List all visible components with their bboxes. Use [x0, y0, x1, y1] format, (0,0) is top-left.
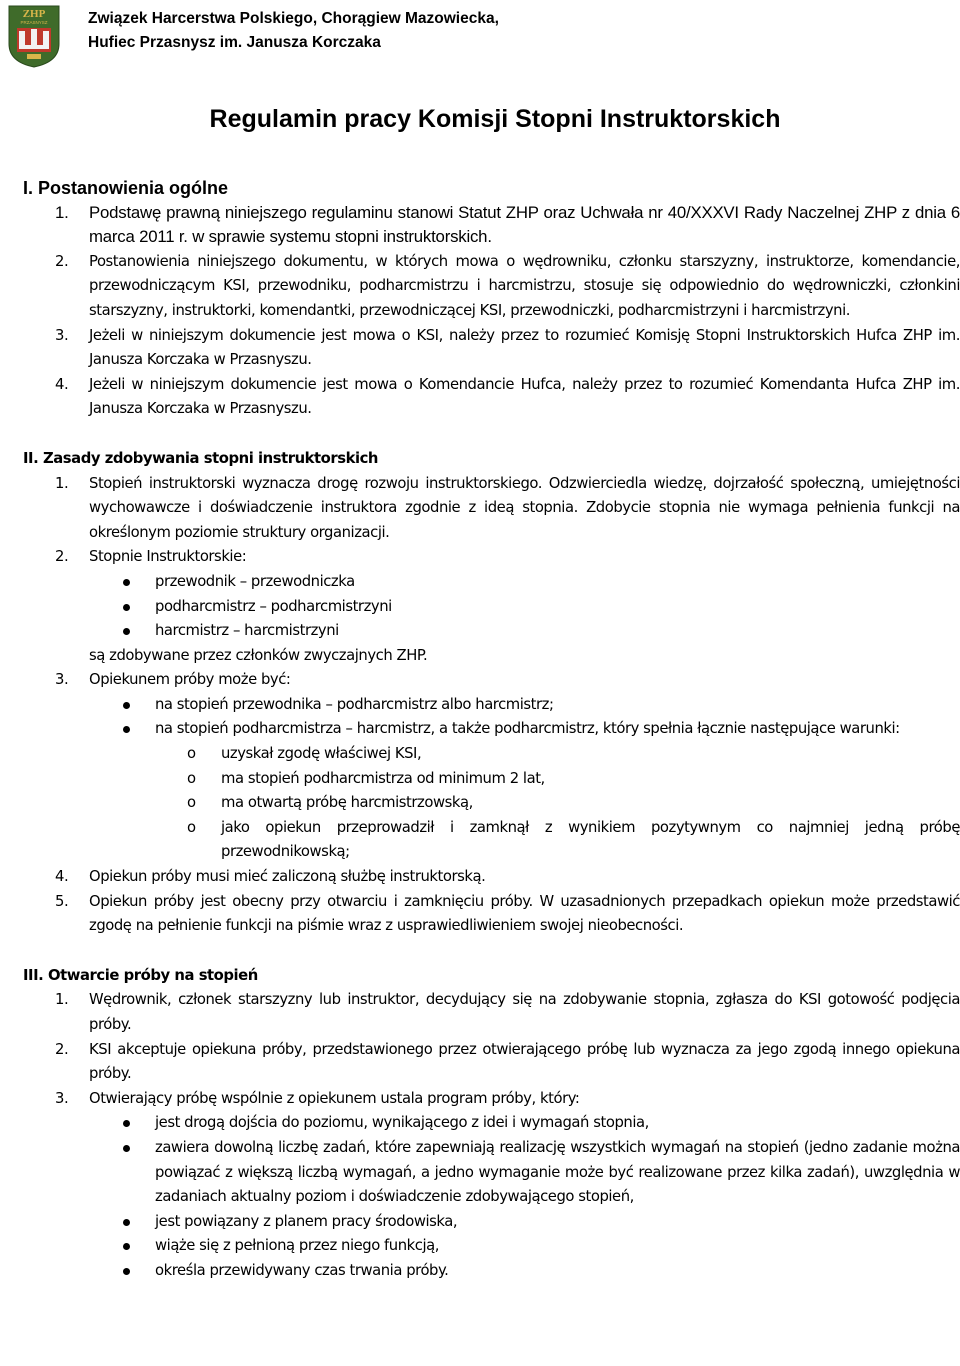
document-title: Regulamin pracy Komisji Stopni Instruktorskich	[209, 105, 781, 133]
bullet-list	[89, 693, 960, 865]
item-number: 1.	[55, 202, 69, 222]
item-number: 2.	[55, 252, 69, 270]
section-heading: III. Otwarcie próby na stopień	[23, 966, 258, 984]
section-heading: I. Postanowienia ogólne	[23, 178, 229, 198]
sub-list	[155, 742, 960, 865]
bullet-item: harcmistrz – harcmistrzyni	[155, 619, 960, 644]
item-text: Opiekun próby musi mieć zaliczoną służbę instruktorską.	[89, 868, 486, 886]
item-text: Wędrownik, członek starszyzny lub instruktor, decydujący się na zdobywanie stopnia, zgłasza do KSI gotowość podjęcia próby.	[89, 991, 960, 1033]
list-item	[55, 890, 960, 939]
list-item	[55, 1087, 960, 1284]
bullet-list	[89, 1111, 960, 1283]
item-after-text: są zdobywane przez członków zwyczajnych ZHP.	[89, 646, 428, 664]
item-number: 4.	[55, 868, 69, 886]
bullet-item	[155, 717, 960, 865]
list-item	[55, 545, 960, 668]
logo-zhp-text: ZHP	[22, 8, 46, 20]
organization-header	[88, 7, 499, 55]
item-text: Opiekunem próby może być:	[89, 671, 291, 689]
list-item	[55, 250, 960, 324]
item-text: Otwierający próbę wspólnie z opiekunem ustala program próby, który:	[89, 1089, 580, 1107]
item-number: 4.	[55, 375, 69, 393]
section-2-list	[23, 472, 960, 939]
list-item	[55, 472, 960, 546]
bullet-item: jest drogą dojścia do poziomu, wynikającego z idei i wymagań stopnia,	[155, 1111, 960, 1136]
item-number: 2.	[55, 1040, 69, 1058]
item-text: KSI akceptuje opiekuna próby, przedstawionego przez otwierającego próbę lub wyznacza za jego zgodą innego opiekuna próby.	[89, 1040, 960, 1083]
item-text: Jeżeli w niniejszym dokumencie jest mowa o Komendancie Hufca, należy przez to rozumieć Komendanta Hufca ZHP im. Janusza Korczaka w Przasnyszu.	[89, 375, 960, 418]
bullet-item: podharcmistrz – podharcmistrzyni	[155, 595, 960, 620]
document-body	[23, 176, 960, 1284]
item-text: Podstawę prawną niniejszego regulaminu stanowi Statut ZHP oraz Uchwała nr 40/XXXVI Rady Naczelnej ZHP z dnia 6 marca 2011 r. w sprawie systemu stopni instruktorskich.	[89, 202, 960, 247]
list-item	[55, 1038, 960, 1087]
bullet-text: na stopień podharcmistrza – harcmistrz, a także podharcmistrz, który spełnia łącznie następujące warunki:	[155, 720, 900, 738]
sub-item: o ma stopień podharcmistrza od minimum 2 lat,	[221, 767, 960, 792]
bullet-item: wiąże się z pełnioną przez niego funkcją,	[155, 1234, 960, 1259]
section-1-list-cont	[23, 250, 960, 422]
bullet-item: na stopień przewodnika – podharcmistrz albo harcmistrz;	[155, 693, 960, 718]
bullet-item: przewodnik – przewodniczka	[155, 570, 960, 595]
sub-item: o uzyskał zgodę właściwej KSI,	[221, 742, 960, 767]
item-text: Stopnie Instruktorskie:	[89, 548, 247, 566]
list-item	[55, 668, 960, 865]
organization-line-1: Związek Harcerstwa Polskiego, Chorągiew Mazowiecka,	[88, 10, 499, 27]
item-number: 3.	[55, 1089, 69, 1107]
list-item	[55, 865, 960, 890]
sub-item: o ma otwartą próbę harcmistrzowską,	[221, 791, 960, 816]
logo-town-text: PRZASNYSZ	[20, 20, 48, 25]
coat-of-arms-icon	[7, 4, 61, 68]
item-text: Opiekun próby jest obecny przy otwarciu i zamknięciu próby. W uzasadnionych przepadkach opiekun może przedstawić zgodę na pełnienie funkcji na piśmie wraz z usprawiedliwieniem swojej nieobecności.	[89, 892, 960, 935]
section-3-list	[23, 988, 960, 1283]
bullet-item: określa przewidywany czas trwania próby.	[155, 1259, 960, 1284]
section-heading: II. Zasady zdobywania stopni instruktorskich	[23, 449, 378, 467]
bullet-list	[89, 570, 960, 644]
list-item	[55, 988, 960, 1037]
item-number: 1.	[55, 991, 69, 1009]
zhp-przasnysz-logo	[7, 4, 61, 68]
sub-item: o jako opiekun przeprowadził i zamknął z wynikiem pozytywnym co najmniej jedną próbę przewodnikowską;	[221, 816, 960, 865]
list-item	[55, 201, 960, 250]
section-1-list	[23, 201, 960, 250]
list-item	[55, 373, 960, 422]
item-number: 1.	[55, 474, 69, 492]
item-text: Postanowienia niniejszego dokumentu, w których mowa o wędrowniku, członku starszyzny, instruktorze, komendancie, przewodniczącym KSI, przewodniku, podharcmistrzu i harcmistrzu, stosuje się odpowiednio do wędrowniczki, członkini starszyzny, instruktorki, komendantki, przewodniczącej KSI, przewodniczki, podharcmistrzyni i harcmistrzyni.	[89, 252, 960, 319]
list-item	[55, 324, 960, 373]
item-number: 3.	[55, 671, 69, 689]
organization-line-2: Hufiec Przasnysz im. Janusza Korczaka	[88, 34, 381, 51]
item-number: 2.	[55, 548, 69, 566]
item-number: 3.	[55, 326, 69, 344]
item-number: 5.	[55, 892, 69, 910]
bullet-item: zawiera dowolną liczbę zadań, które zapewniają realizację wszystkich wymagań na stopień (jedno zadanie można powiązać z większą liczbą wymagań, a jedno wymaganie może być realizowane przez kilka zadań), uwzględnia w zadaniach aktualny poziom i doświadczenie zdobywającego stopień,	[155, 1136, 960, 1210]
item-text: Jeżeli w niniejszym dokumencie jest mowa o KSI, należy przez to rozumieć Komisję Stopni Instruktorskich Hufca ZHP im. Janusza Korczaka w Przasnyszu.	[89, 326, 960, 369]
bullet-item: jest powiązany z planem pracy środowiska,	[155, 1210, 960, 1235]
item-text: Stopień instruktorski wyznacza drogę rozwoju instruktorskiego. Odzwierciedla wiedzę, dojrzałość społeczną, umiejętności wychowawcze i doświadczenie instruktora zgodnie z ideą stopnia. Zdobycie stopnia nie wymaga pełnienia funkcji na określonym poziomie struktury organizacji.	[89, 474, 960, 541]
